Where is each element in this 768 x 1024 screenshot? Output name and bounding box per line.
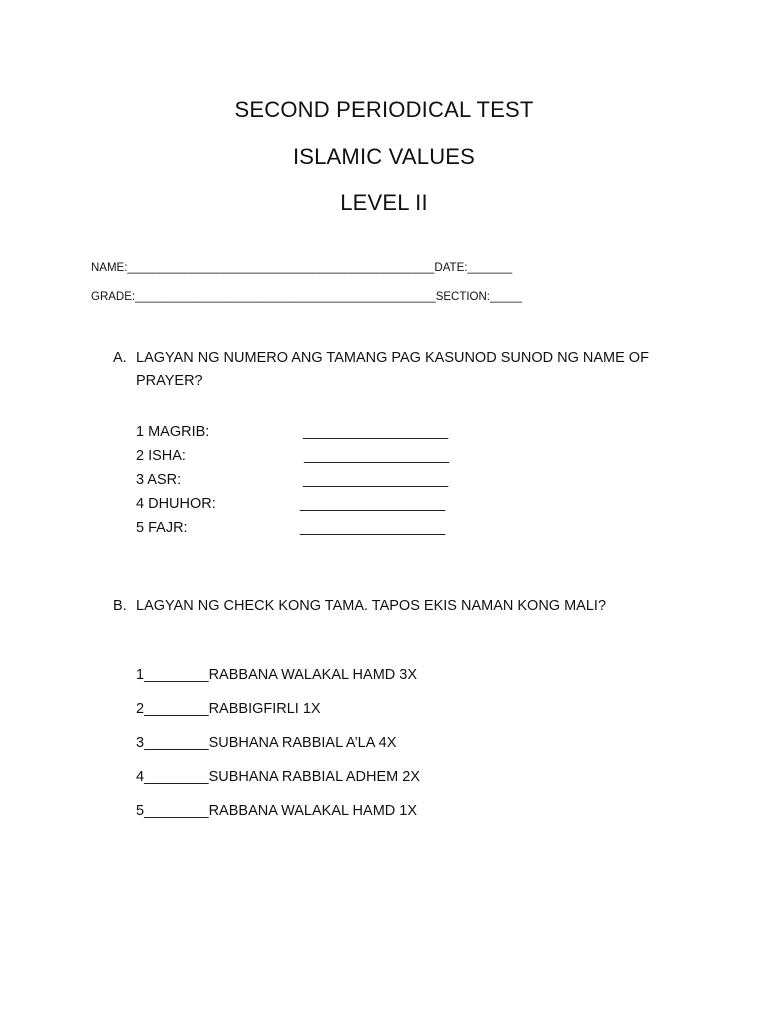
answer-blank: __________________ [300,496,446,512]
prayer-label: 5 FAJR: [136,520,188,536]
test-title: SECOND PERIODICAL TEST [234,97,534,122]
prayer-label: 1 MAGRIB: [136,424,210,440]
prayer-item [136,444,450,468]
answer-blank: __________________ [300,520,446,536]
prayer-item [136,516,446,540]
prayer-item [136,468,449,492]
prayer-list [136,420,450,540]
level-title: LEVEL II [340,190,428,215]
check-item: 2________RABBIGFIRLI 1X [136,701,321,717]
check-item: 4________SUBHANA RABBIAL ADHEM 2X [136,769,420,785]
section-a-letter: A. [113,350,127,366]
section-b-heading [113,595,681,618]
section-b-letter: B. [113,598,127,614]
check-item: 1________RABBANA WALAKAL HAMD 3X [136,667,418,683]
grade-section-line: GRADE:_______________________________________________SECTION:_____ [91,291,522,303]
prayer-item [136,420,449,444]
answer-blank: __________________ [303,472,449,488]
prayer-item [136,492,446,516]
prayer-label: 3 ASR: [136,472,182,488]
check-item: 5________RABBANA WALAKAL HAMD 1X [136,803,418,819]
name-date-line: NAME:________________________________________________DATE:_______ [91,262,513,274]
section-b-instruction: LAGYAN NG CHECK KONG TAMA. TAPOS EKIS NAMAN KONG MALI? [136,598,607,614]
answer-blank: __________________ [303,424,449,440]
subject-title: ISLAMIC VALUES [292,144,476,169]
prayer-label: 2 ISHA: [136,448,186,464]
section-a-instruction: LAGYAN NG NUMERO ANG TAMANG PAG KASUNOD SUNOD NG NAME OF PRAYER? [136,350,649,389]
check-item: 3________SUBHANA RABBIAL A’LA 4X [136,735,397,751]
check-list [136,663,420,833]
answer-blank: __________________ [304,448,450,464]
section-a-heading [113,347,681,393]
prayer-label: 4 DHUHOR: [136,496,216,512]
